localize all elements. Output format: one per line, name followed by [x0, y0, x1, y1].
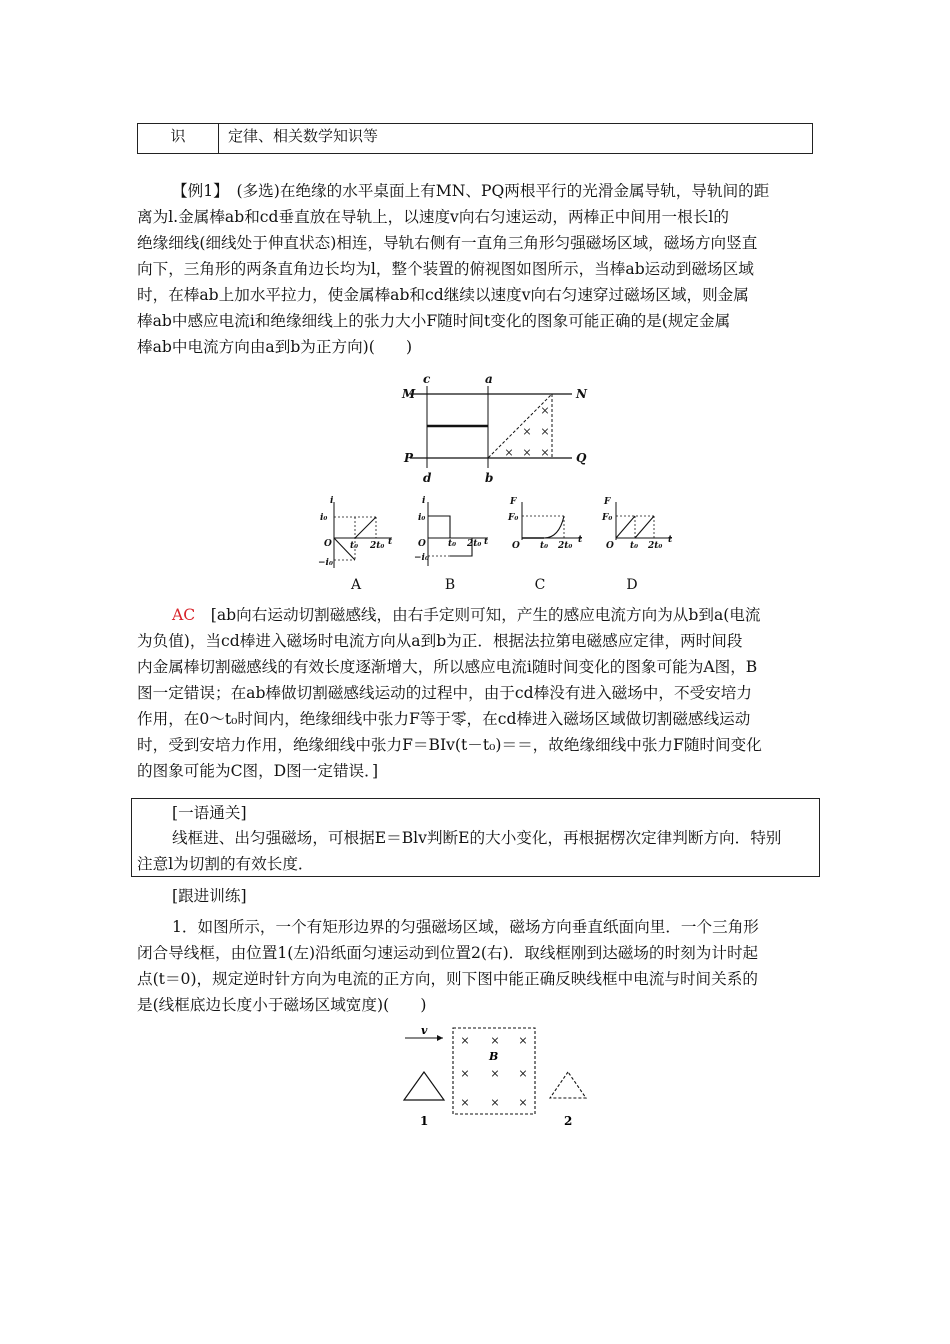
field-mark: × [490, 1096, 500, 1109]
summary-line: 线框进、出匀强磁场，可根据E＝Blv判断E的大小变化，再根据楞次定律判断方向．特别 [172, 829, 782, 847]
training-title: [跟进训练] [172, 887, 247, 905]
label-m: M [402, 387, 416, 401]
loop-figure [395, 1022, 595, 1128]
position-2-label: 2 [564, 1114, 573, 1128]
axis-label-t: t [668, 535, 673, 545]
label-2t0: 2t₀ [558, 541, 573, 551]
label-neg-i0: −i₀ [318, 558, 333, 568]
training-line: 是(线框底边长度小于磁场区域宽度)( ) [137, 996, 427, 1014]
answer-line-first [172, 602, 761, 628]
field-mark: × [522, 446, 532, 459]
table-left-cell: 识 [138, 124, 219, 153]
label-2t0: 2t₀ [467, 539, 482, 549]
label-t0: t₀ [630, 541, 639, 551]
axis-label-t: t [388, 537, 393, 547]
summary-title: [一语通关] [172, 804, 247, 822]
training-line: 1．如图所示，一个有矩形边界的匀强磁场区域，磁场方向垂直纸面向里．一个三角形 [172, 918, 759, 936]
example-line: 时，在棒ab上加水平拉力，使金属棒ab和cd继续以速度v向右匀速穿过磁场区域，则金属 [137, 286, 749, 304]
triangle-position-2 [550, 1072, 586, 1098]
triangle-position-1 [404, 1072, 444, 1100]
field-mark: × [518, 1034, 528, 1047]
answer-line: 时，受到安培力作用，绝缘细线中张力F＝BIv(t－t₀)＝＝，故绝缘细线中张力F随时间变化 [137, 736, 762, 754]
field-mark: × [540, 404, 550, 417]
label-i0: i₀ [320, 513, 328, 523]
label-f0: F₀ [508, 513, 519, 523]
example-line: 向下，三角形的两条直角边长均为l，整个装置的俯视图如图所示，当棒ab运动到磁场区域 [137, 260, 754, 278]
field-mark: × [518, 1067, 528, 1080]
label-p: P [404, 451, 414, 465]
rails-figure [390, 372, 600, 492]
choice-b-label: B [444, 577, 456, 593]
example-line: 棒ab中电流方向由a到b为正方向)( ) [137, 338, 413, 356]
label-origin: O [324, 539, 332, 549]
answer-key: AC [172, 606, 196, 624]
label-origin: O [512, 541, 520, 551]
graph-d [598, 494, 680, 574]
top-table-row [137, 123, 813, 154]
training-line: 点(t＝0)，规定逆时针方向为电流的正方向，则下图中能正确反映线框中电流与时间关系的 [137, 970, 758, 988]
axis-label-t: t [484, 537, 489, 547]
axis-label-t: t [578, 535, 583, 545]
axis-label-i: i [330, 496, 334, 506]
field-label: B [489, 1050, 499, 1063]
label-t0: t₀ [350, 541, 359, 551]
example-line: 棒ab中感应电流i和绝缘细线上的张力大小F随时间t变化的图象可能正确的是(规定金属 [137, 312, 731, 330]
summary-line: 注意l为切割的有效长度． [137, 855, 314, 873]
velocity-label: v [421, 1024, 428, 1037]
label-origin: O [418, 539, 426, 549]
label-t0: t₀ [540, 541, 549, 551]
position-1-label: 1 [420, 1114, 429, 1128]
field-mark: × [540, 425, 550, 438]
graph-b [410, 494, 492, 574]
graph-a [316, 494, 398, 574]
axis-label-f: F [604, 497, 611, 507]
choice-c-label: C [534, 577, 546, 593]
label-origin: O [606, 541, 614, 551]
table-right-cell: 定律、相关数学知识等 [228, 127, 379, 145]
field-mark: × [540, 446, 550, 459]
label-b: b [485, 471, 494, 485]
field-mark: × [460, 1096, 470, 1109]
field-mark: × [518, 1096, 528, 1109]
field-mark: × [490, 1067, 500, 1080]
label-d: d [423, 471, 432, 485]
field-mark: × [504, 446, 514, 459]
example-line: 【例1】 (多选)在绝缘的水平桌面上有MN、PQ两根平行的光滑金属导轨，导轨间的距 [172, 182, 770, 200]
field-mark: × [460, 1034, 470, 1047]
answer-line: 作用，在0～t₀时间内，绝缘细线中张力F等于零，在cd棒进入磁场区域做切割磁感线运动 [137, 710, 751, 728]
example-line: 绝缘细线(细线处于伸直状态)相连，导轨右侧有一直角三角形匀强磁场区域，磁场方向竖直 [137, 234, 758, 252]
label-neg-i0: −i₀ [414, 553, 429, 563]
answer-line: 内金属棒切割磁感线的有效长度逐渐增大，所以感应电流i随时间变化的图象可能为A图，B [137, 658, 758, 676]
label-q: Q [576, 451, 587, 465]
answer-line: 图一定错误；在ab棒做切割磁感线运动的过程中，由于cd棒没有进入磁场中，不受安培力 [137, 684, 752, 702]
field-marks [460, 1034, 527, 1109]
label-c: c [423, 372, 431, 386]
choice-a-label: A [350, 577, 362, 593]
example-line: 离为l.金属棒ab和cd垂直放在导轨上，以速度v向右匀速运动，两棒正中间用一根长l的 [137, 208, 729, 226]
label-i0: i₀ [418, 513, 426, 523]
field-marks [504, 404, 549, 459]
axis-label-f: F [510, 497, 517, 507]
field-mark: × [522, 425, 532, 438]
field-mark: × [460, 1067, 470, 1080]
label-2t0: 2t₀ [648, 541, 663, 551]
field-mark: × [490, 1034, 500, 1047]
label-f0: F₀ [602, 513, 613, 523]
answer-line: 的图象可能为C图，D图一定错误．] [137, 762, 379, 780]
label-t0: t₀ [448, 539, 457, 549]
choice-d-label: D [626, 577, 638, 593]
answer-text: [ab向右运动切割磁感线，由右手定则可知，产生的感应电流方向为从b到a(电流 [210, 606, 761, 624]
label-2t0: 2t₀ [370, 541, 385, 551]
label-n: N [576, 387, 587, 401]
answer-line: 为负值)，当cd棒进入磁场时电流方向从a到b为正．根据法拉第电磁感应定律，两时间段 [137, 632, 743, 650]
graph-c [504, 494, 586, 574]
label-a: a [485, 372, 493, 386]
axis-label-i: i [422, 496, 426, 506]
training-line: 闭合导线框，由位置1(左)沿纸面匀速运动到位置2(右)．取线框刚到达磁场的时刻为计时起 [137, 944, 759, 962]
